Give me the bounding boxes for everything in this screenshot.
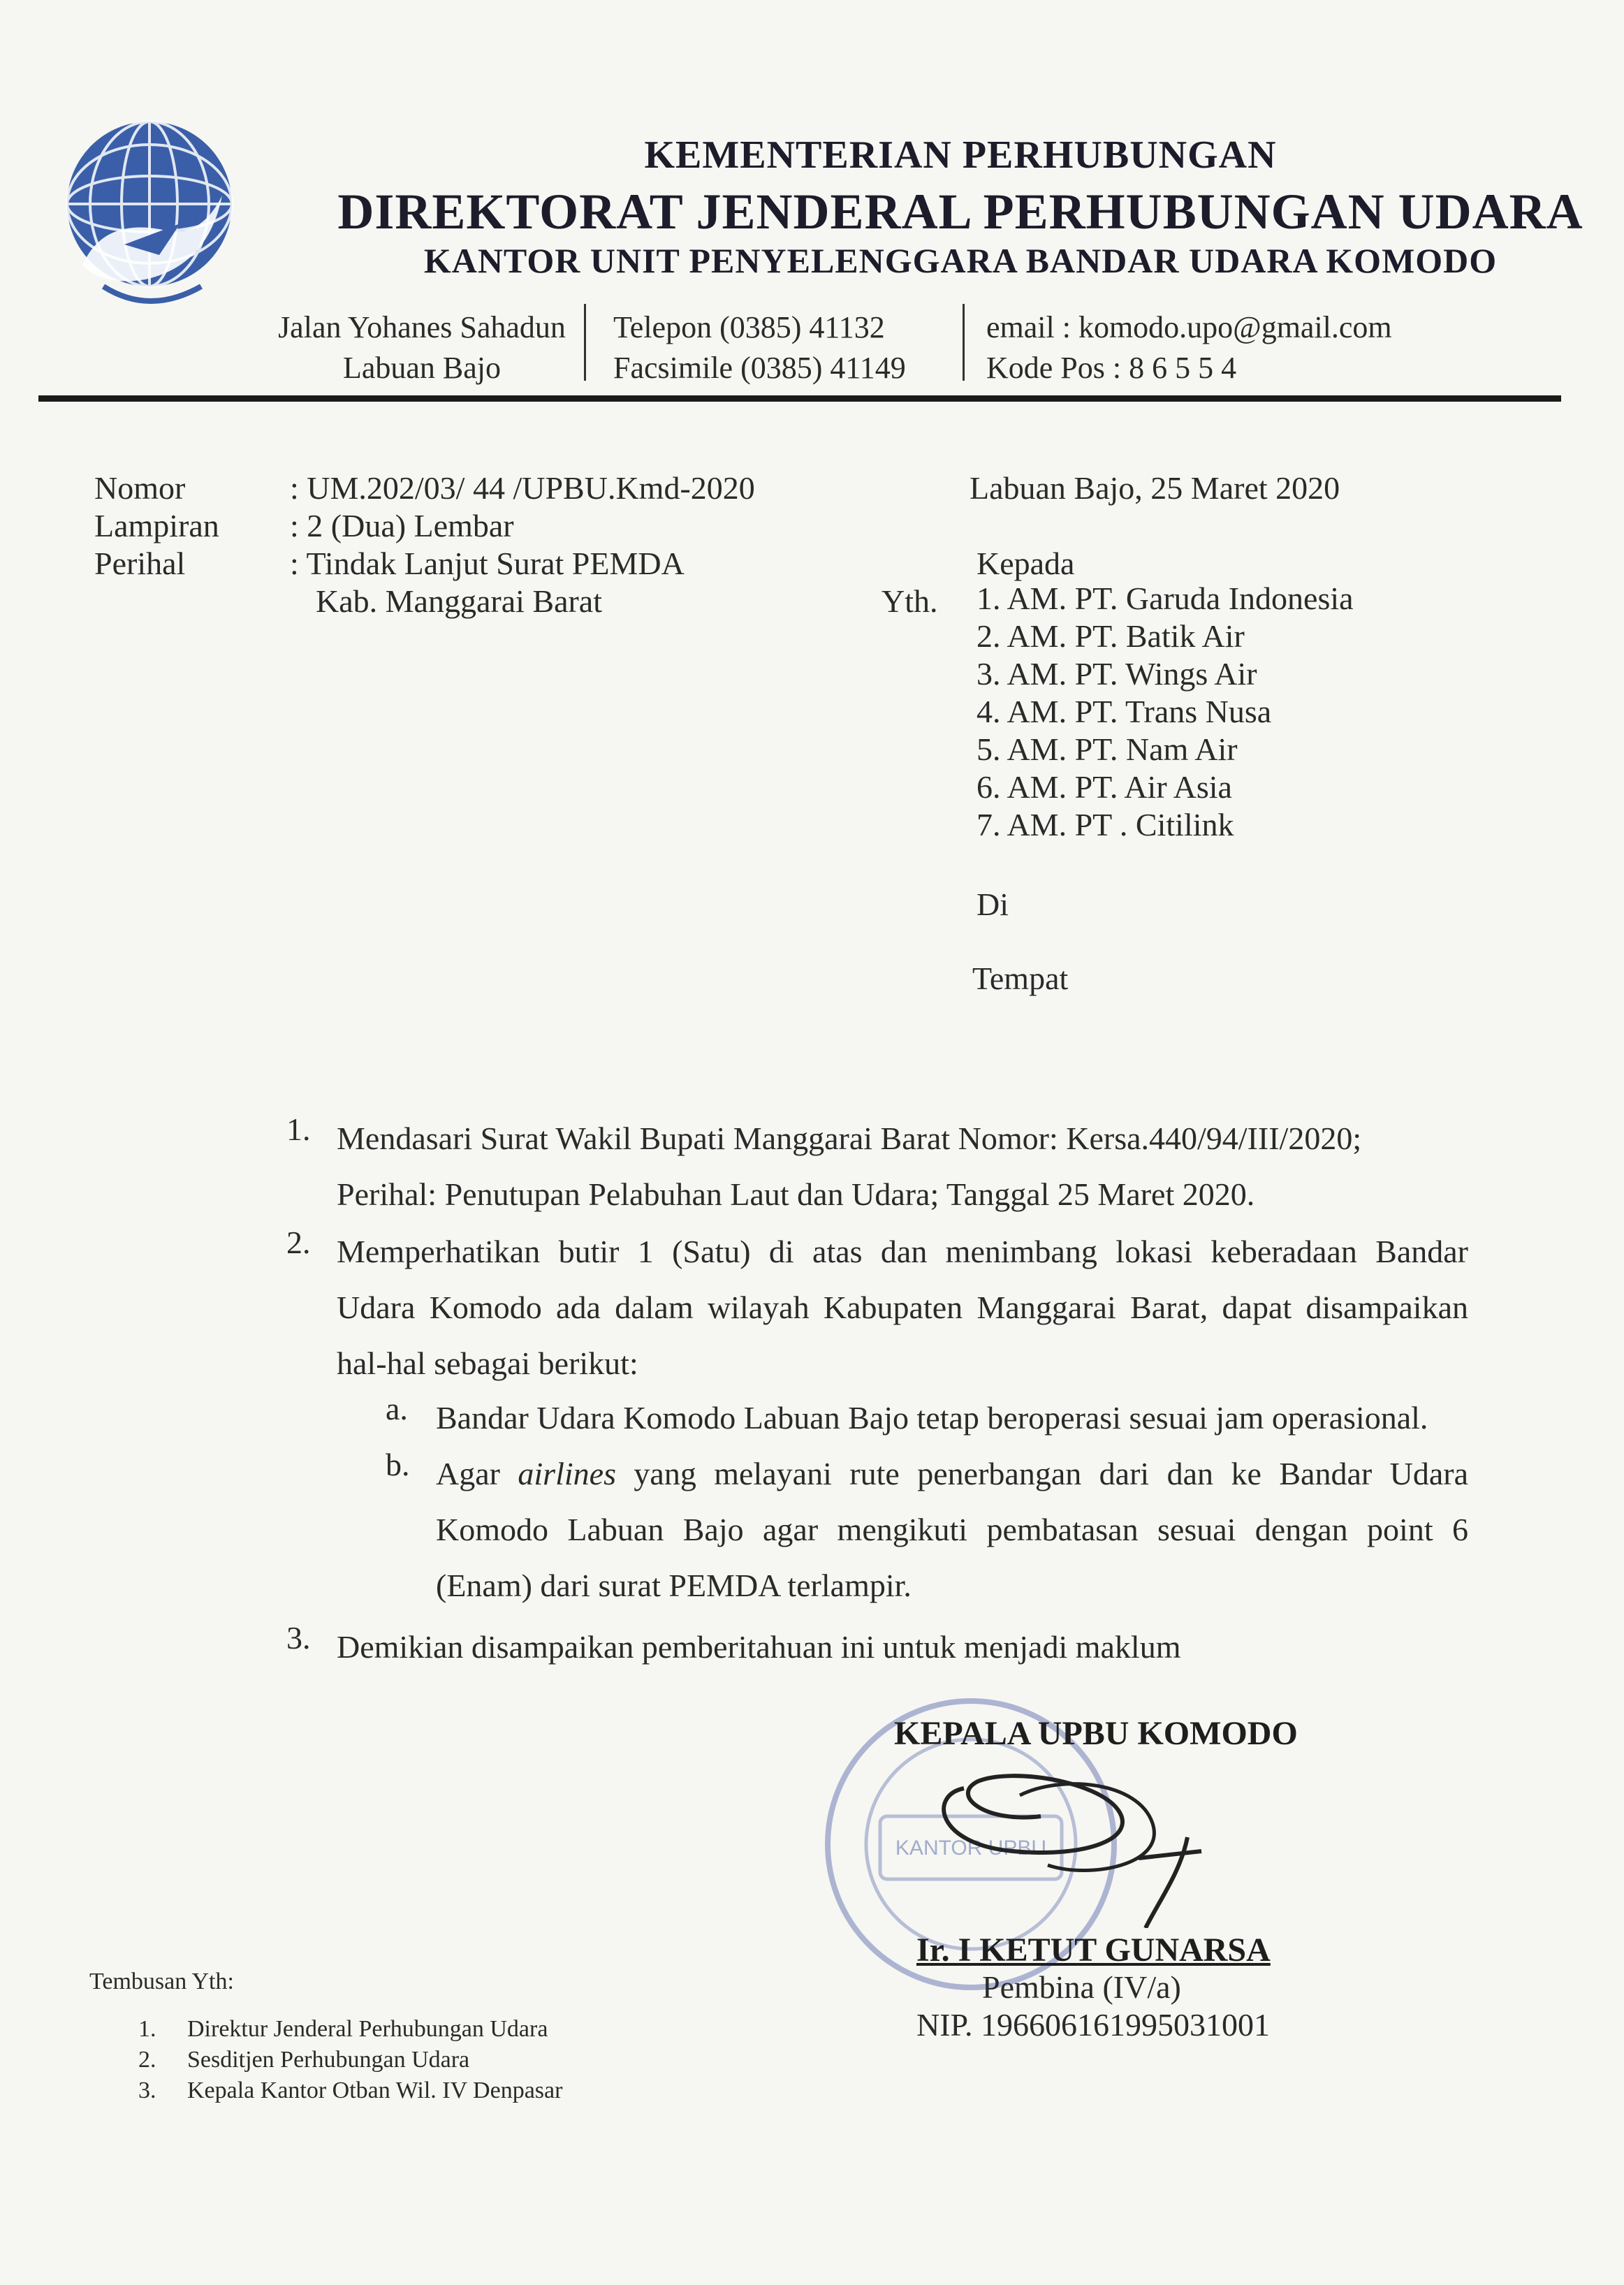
item-a: Bandar Udara Komodo Labuan Bajo tetap beroperasi sesuai jam operasional.	[436, 1400, 1428, 1436]
item-b-text: yang melayani rute penerbangan dari dan ke Bandar Udara	[615, 1456, 1468, 1491]
divider	[584, 304, 586, 381]
office-name: KANTOR UNIT PENYELENGGARA BANDAR UDARA KOMODO	[423, 241, 1498, 280]
nomor-label: Nomor	[94, 470, 186, 506]
paragraph-number: 2.	[286, 1225, 311, 1260]
phone-block	[613, 307, 950, 388]
signatory-rank: Pembina (IV/a)	[982, 1969, 1181, 2005]
fax-number: Facsimile (0385) 41149	[613, 351, 906, 385]
lampiran-label: Lampiran	[94, 508, 219, 543]
nomor-value: : UM.202/03/ 44 /UPBU.Kmd-2020	[290, 470, 755, 506]
perihal-label: Perihal	[94, 546, 186, 581]
list-item: 6. AM. PT. Air Asia	[976, 769, 1232, 805]
list-item: 5. AM. PT. Nam Air	[976, 731, 1238, 767]
paragraph-line: Komodo Labuan Bajo agar mengikuti pembatasan sesuai dengan point 6	[436, 1512, 1468, 1547]
paragraph-line: Perihal: Penutupan Pelabuhan Laut dan Udara; Tanggal 25 Maret 2020.	[337, 1176, 1255, 1212]
paragraph-3: Demikian disampaikan pemberitahuan ini untuk menjadi maklum	[337, 1629, 1181, 1665]
signatory-nip: NIP. 196606161995031001	[916, 2007, 1271, 2043]
tembusan-number: 3.	[138, 2078, 156, 2103]
list-item: 4. AM. PT. Trans Nusa	[976, 694, 1272, 729]
ministry-name: KEMENTERIAN PERHUBUNGAN	[644, 133, 1277, 177]
di-label: Di	[976, 886, 1009, 922]
perihal-value: : Tindak Lanjut Surat PEMDA	[290, 546, 685, 581]
recipient-list	[976, 580, 1354, 844]
paragraph-line: Udara Komodo ada dalam wilayah Kabupaten Manggarai Barat, dapat disampaikan	[337, 1290, 1468, 1325]
yth-label: Yth.	[882, 583, 938, 619]
divider	[963, 304, 965, 381]
paragraph-line: Memperhatikan butir 1 (Satu) di atas dan menimbang lokasi keberadaan Bandar	[337, 1234, 1468, 1269]
tembusan-item: Direktur Jenderal Perhubungan Udara	[187, 2016, 548, 2042]
item-b-italic: airlines	[518, 1456, 616, 1491]
list-item: 2. AM. PT. Batik Air	[976, 618, 1245, 654]
item-b	[436, 1446, 1468, 1614]
tembusan-item: Kepala Kantor Otban Wil. IV Denpasar	[187, 2078, 563, 2103]
tempat-label: Tempat	[972, 961, 1069, 996]
address-block	[264, 307, 580, 388]
paragraph-line: hal-hal sebagai berikut:	[337, 1345, 638, 1381]
header-rule	[38, 395, 1561, 402]
paragraph-2	[337, 1224, 1468, 1392]
paragraph-line: (Enam) dari surat PEMDA terlampir.	[436, 1568, 912, 1603]
ministry-logo-icon	[61, 112, 237, 316]
postal-code: Kode Pos : 8 6 5 5 4	[986, 351, 1237, 385]
tembusan-item: Sesditjen Perhubungan Udara	[187, 2047, 470, 2073]
signatory-name: Ir. I KETUT GUNARSA	[916, 1932, 1271, 1969]
item-letter: a.	[386, 1391, 408, 1426]
signatory-title: KEPALA UPBU KOMODO	[894, 1715, 1298, 1752]
paragraph-line: Mendasari Surat Wakil Bupati Manggarai Barat Nomor: Kersa.440/94/III/2020;	[337, 1120, 1362, 1156]
lampiran-value: : 2 (Dua) Lembar	[290, 508, 514, 543]
email-address: email : komodo.upo@gmail.com	[986, 310, 1392, 344]
tembusan-title: Tembusan Yth:	[89, 1969, 234, 1994]
list-item: 3. AM. PT. Wings Air	[976, 656, 1257, 692]
list-item: 1. AM. PT. Garuda Indonesia	[976, 581, 1354, 616]
item-letter: b.	[386, 1447, 410, 1482]
svg-text:KANTOR UPBU: KANTOR UPBU	[895, 1837, 1047, 1860]
directorate-name: DIREKTORAT JENDERAL PERHUBUNGAN UDARA	[337, 184, 1583, 240]
perihal-value-line-2: Kab. Manggarai Barat	[316, 583, 603, 619]
list-item: 7. AM. PT . Citilink	[976, 807, 1234, 842]
address-line-2: Labuan Bajo	[342, 351, 502, 385]
phone-number: Telepon (0385) 41132	[613, 310, 885, 344]
paragraph-number: 1.	[286, 1111, 311, 1147]
kepada-label: Kepada	[976, 546, 1075, 581]
paragraph-number: 3.	[286, 1620, 311, 1656]
tembusan-number: 1.	[138, 2016, 156, 2042]
paragraph-1	[337, 1111, 1468, 1222]
handwritten-signature-icon	[908, 1746, 1243, 1928]
paragraph-line	[436, 1446, 1468, 1502]
item-b-text: Agar	[436, 1456, 518, 1491]
contact-block	[986, 307, 1475, 388]
address-line-1: Jalan Yohanes Sahadun	[278, 310, 566, 344]
letter-date: Labuan Bajo, 25 Maret 2020	[970, 470, 1340, 506]
tembusan-number: 2.	[138, 2047, 156, 2073]
